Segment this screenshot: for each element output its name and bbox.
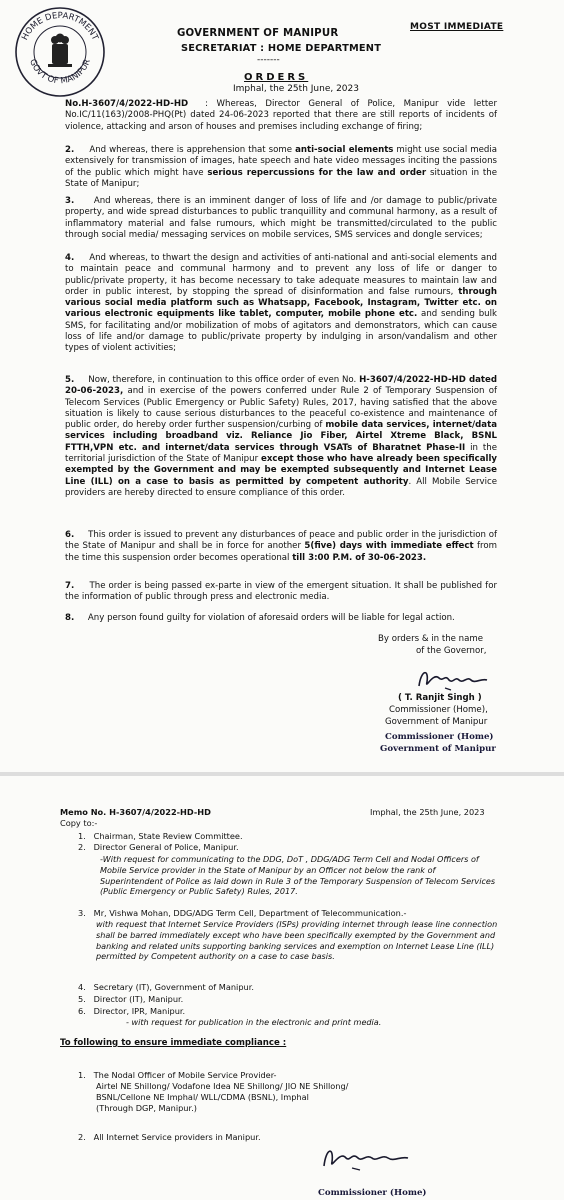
paragraph-6-bold-a: 5(five) days with immediate effect: [304, 541, 474, 552]
priority-tag: MOST IMMEDIATE: [410, 22, 504, 32]
copy-item-1: [78, 831, 243, 842]
paragraph-4-bold: through various social media platform such as Whatsapp, Facebook, Instagram, Twitter etc. on various electronic equipments like tablet, computer, mobile phone etc.: [65, 286, 497, 320]
paragraph-4-text-a: And whereas, to thwart the design and activities of anti-national and anti-social elements and to maintain peace and communal harmony and to prevent any loss of life or danger to public/private property, it has become necessary to take adequate measures to maintain law and order in public interest, by stopping the spread of disinformation and false rumours,: [65, 253, 497, 297]
document-title: ORDERS: [244, 72, 309, 83]
paragraph-2-bold-a: anti-social elements: [295, 145, 394, 155]
compliance-item-1-line-3: BSNL/Cellone NE Imphal/ WLL/CDMA (BSNL), Imphal: [96, 1092, 309, 1102]
paragraph-6-text-a: This order is issued to prevent any disturbances of peace and public order in the jurisdiction of the State of Manipur and shall be in force for another: [65, 530, 497, 552]
paragraph-3-text: And whereas, there is an imminent danger of loss of life and /or damage to public/private property, and wide spread disturbances to public tranquillity and communal harmony, as a result of inflammatory material and false rumours, which might be transmitted/circulated to the public through social media/ messaging services on mobile services, SMS services and dongle services;: [65, 196, 497, 240]
paragraph-2: [65, 145, 497, 190]
signature-preamble-1: By orders & in the name: [378, 634, 484, 644]
paragraph-7-text: The order is being passed ex-parte in view of the emergent situation. It shall be published for the information of public through press and electronic media.: [65, 581, 497, 603]
paragraph-5-text-b: and in exercise of the powers conferred under Rule 2 of Temporary Suspension of Telecom Services (Public Emergency or Public Safety) Rules, 2017, having satisfied that the above situation is likely to cause serious disturbances to the peaceful co-existence and maintenance of public order, do hereby order further suspension/curbing of: [65, 386, 497, 431]
signature-preamble-2: of the Governor,: [416, 646, 487, 656]
copy-item-4-text: Secretary (IT), Government of Manipur.: [93, 982, 254, 992]
compliance-item-2: [78, 1132, 261, 1143]
signatory-designation-2: Government of Manipur: [385, 717, 488, 727]
copy-item-3: [78, 908, 498, 919]
paragraph-4: [65, 253, 497, 355]
compliance-item-1-line-4: (Through DGP, Manipur.): [96, 1103, 197, 1113]
copy-to-label: Copy to:-: [60, 818, 98, 828]
copy-item-2-text: Director General of Police, Manipur.: [93, 842, 239, 852]
copy-item-2-note: -With request for communicating to the DDG, DoT , DDG/ADG Term Cell and Nodal Officers of Mobile Service provider in the State of Manipur by an Officer not below the rank of Superintendent of Police as laid down in Rule 3 of the Temporary Suspension of Telecom Services (Public Emergency or Public Safety) Rules, 2017.: [100, 854, 496, 897]
copy-item-4-number: 4.: [78, 982, 86, 992]
paragraph-1-text: : Whereas, Director General of Police, Manipur vide letter No.IC/11(163)/2008-PHQ(Pt) dated 24-06-2023 reported that there are still reports of incidents of violence, attacking and arson of houses and premises including exchange of firing;: [65, 99, 498, 132]
seal-bottom-text: GOVT OF MANIPUR: [27, 57, 93, 87]
compliance-item-1-line-1: The Nodal Officer of Mobile Service Provider-: [93, 1070, 277, 1080]
paragraph-6-text-b: from the time this suspension order becomes operational: [65, 541, 498, 563]
paragraph-8-number: 8.: [65, 613, 75, 623]
seal-top-text: HOME DEPARTMENT: [20, 11, 100, 43]
signatory-designation-1: Commissioner (Home),: [389, 705, 488, 715]
paragraph-6: [65, 530, 497, 564]
paragraph-6-bold-b: till 3:00 P.M. of 30-06-2023.: [292, 552, 427, 563]
paragraph-5-text-c: in the territorial jurisdiction of the State of Manipur: [65, 442, 497, 465]
paragraph-7: [65, 581, 497, 604]
paragraph-5-bold-a: H-3607/4/2022-HD-HD dated 20-06-2023,: [65, 375, 497, 397]
paragraph-5-text-a: Now, therefore, in continuation to this office order of even No.: [88, 375, 360, 385]
copy-item-5-text: Director (IT), Manipur.: [93, 994, 184, 1004]
paragraph-5-text-d: . All Mobile Service providers are hereby directed to ensure compliance of this order.: [65, 476, 497, 498]
paragraph-7-number: 7.: [65, 581, 75, 591]
paragraph-2-text-b: might use social media extensively for transmission of images, hate speech and hate video messages inciting the passions of the public which might have: [65, 145, 497, 178]
memo-number: Memo No. H-3607/4/2022-HD-HD: [60, 807, 211, 817]
paragraph-2-text-a: And whereas, there is apprehension that some: [89, 145, 296, 155]
government-title: GOVERNMENT OF MANIPUR: [177, 28, 339, 39]
department-title: SECRETARIAT : HOME DEPARTMENT: [181, 43, 382, 54]
copy-item-3-text: Mr, Vishwa Mohan, DDG/ADG Term Cell, Department of Telecommunication.-: [93, 908, 407, 918]
order-date: Imphal, the 25th June, 2023: [233, 84, 359, 94]
compliance-item-2-number: 2.: [78, 1132, 86, 1142]
paragraph-5-bold-b: mobile data services, internet/data services including broadband viz. Reliance Jio Fiber, Airtel Xtreme Black, BSNL FTTH,VPN etc. and internet/data services through VSATs of Bharatnet Phase-II: [65, 420, 497, 453]
signatory-name: ( T. Ranjit Singh ): [398, 693, 482, 703]
paragraph-3-number: 3.: [65, 196, 75, 206]
copy-item-3-note: with request that Internet Service Providers (ISPs) providing internet through lease line connection shall be barred immediately except who have been specifically exempted by the Government and banking and related units supporting banking services and exemption on Internet Lease Line (ILL) permitted by Competent authority on a case to case basis.: [96, 919, 498, 962]
home-department-seal-icon: [12, 4, 108, 100]
paragraph-2-number: 2.: [65, 145, 75, 155]
copy-item-6: [78, 1006, 185, 1017]
copy-item-5: [78, 994, 183, 1005]
copy-item-5-number: 5.: [78, 994, 86, 1004]
copy-item-6-note: - with request for publication in the electronic and print media.: [126, 1017, 382, 1027]
copy-item-2: [78, 842, 239, 853]
memo-stamp: Commissioner (Home): [318, 1188, 427, 1198]
copy-item-6-text: Director, IPR, Manipur.: [93, 1006, 186, 1016]
paragraph-4-number: 4.: [65, 253, 75, 263]
official-stamp-line-1: Commissioner (Home): [385, 732, 494, 742]
order-page-2: [0, 776, 564, 1200]
paragraph-4-text-b: and sending bulk SMS, for facilitating and/or mobilization of mobs of agitators and demonstrators, which can cause loss of life and/or damage to public/private property by indulging in arson/vandalism and other types of violent activities;: [65, 309, 497, 354]
paragraph-5: [65, 375, 497, 499]
copy-item-2-number: 2.: [78, 842, 86, 852]
memo-signature-icon: [318, 1142, 414, 1174]
signature-icon: [415, 664, 495, 694]
paragraph-1: [65, 99, 497, 133]
compliance-item-1-number: 1.: [78, 1070, 86, 1080]
copy-item-3-number: 3.: [78, 908, 86, 918]
compliance-item-2-text: All Internet Service providers in Manipur.: [93, 1132, 261, 1142]
copy-item-6-number: 6.: [78, 1006, 86, 1016]
paragraph-5-number: 5.: [65, 375, 75, 385]
paragraph-3: [65, 196, 497, 241]
paragraph-8: [65, 613, 497, 624]
compliance-item-1: [78, 1070, 277, 1081]
compliance-item-1-line-2: Airtel NE Shillong/ Vodafone Idea NE Shillong/ JIO NE Shillong/: [96, 1081, 349, 1091]
paragraph-5-bold-c: except those who have already been specifically exempted by the Government and may be exempted subsequently and Internet Lease Line (ILL) on a case to basis as permitted by competent authority: [65, 454, 497, 487]
memo-date: Imphal, the 25th June, 2023: [370, 807, 485, 817]
reference-number: No.H-3607/4/2022-HD-HD: [65, 99, 189, 109]
official-stamp-line-2: Government of Manipur: [380, 744, 496, 754]
paragraph-6-number: 6.: [65, 530, 75, 540]
compliance-title: To following to ensure immediate compliance :: [60, 1038, 287, 1048]
header-divider: -------: [257, 55, 280, 65]
copy-item-1-text: Chairman, State Review Committee.: [93, 831, 243, 841]
paragraph-2-bold-b: serious repercussions for the law and order: [207, 167, 427, 178]
copy-item-4: [78, 982, 254, 993]
paragraph-2-text-c: situation in the State of Manipur;: [65, 167, 497, 189]
paragraph-8-text: Any person found guilty for violation of aforesaid orders will be liable for legal action.: [87, 613, 455, 623]
copy-item-1-number: 1.: [78, 831, 86, 841]
